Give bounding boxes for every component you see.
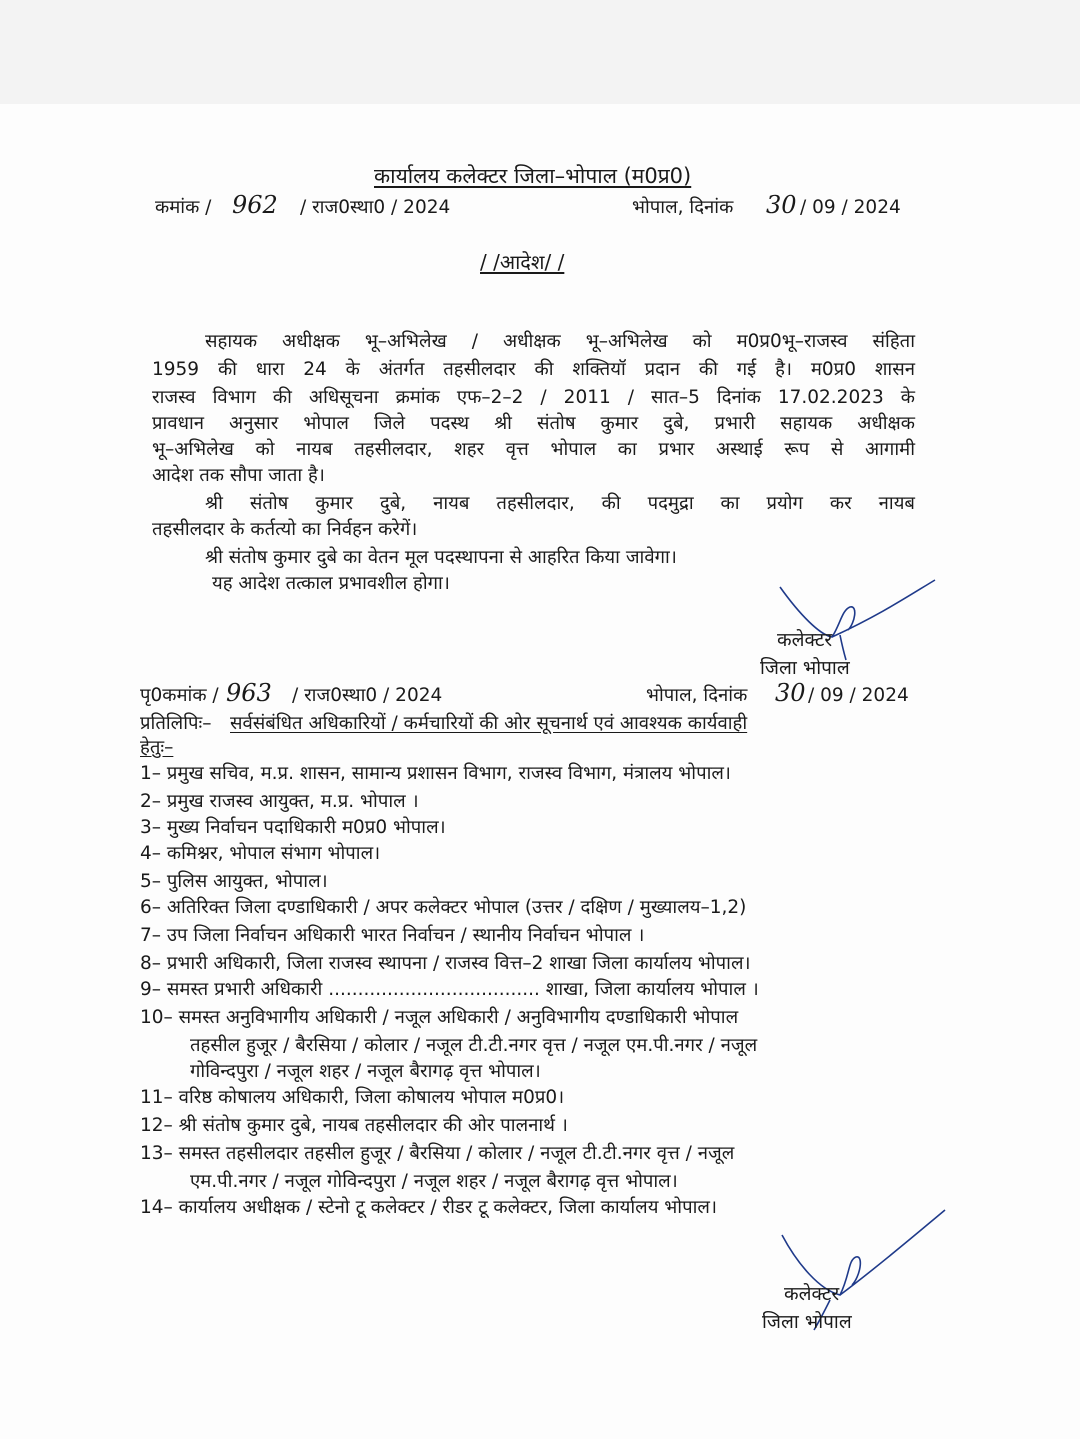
endorsement-date-rest: / 09 / 2024	[808, 685, 909, 706]
endorsement-date-prefix: भोपाल, दिनांक	[646, 685, 748, 706]
endorsement-ref-suffix: / राज0स्था0 / 2024	[292, 685, 443, 706]
endorsement-ref-number: 963	[226, 679, 272, 707]
office-heading: कार्यालय कलेक्टर जिला–भोपाल (म0प्र0)	[374, 164, 692, 188]
order-date-prefix: भोपाल, दिनांक	[632, 197, 734, 218]
recipient-13: 13– समस्त तहसीलदार तहसील हुजूर / बैरसिया / कोलार / नजूल टी.टी.नगर वृत्त / नजूल	[140, 1143, 735, 1164]
recipient-4: 4– कमिश्नर, भोपाल संभाग भोपाल।	[140, 843, 381, 864]
order-ref-prefix: कमांक /	[155, 197, 212, 218]
copy-label: प्रतिलिपिः–	[140, 713, 212, 734]
order-date-day: 30	[766, 191, 797, 219]
recipient-6: 6– अतिरिक्त जिला दण्डाधिकारी / अपर कलेक्टर भोपाल (उत्तर / दक्षिण / मुख्यालय–1,2)	[140, 897, 747, 918]
order-line-3: राजस्व विभाग की अधिसूचना क्रमांक एफ–2–2 / 2011 / सात–5 दिनांक 17.02.2023 के	[152, 387, 915, 408]
signature-1-title: कलेक्टर	[777, 629, 833, 651]
copy-to-cont: हेतुः–	[140, 737, 174, 758]
recipient-8: 8– प्रभारी अधिकारी, जिला राजस्व स्थापना / राजस्व वित्त–2 शाखा जिला कार्यालय भोपाल।	[140, 953, 751, 974]
order-line-9: श्री संतोष कुमार दुबे का वेतन मूल पदस्थापना से आहरित किया जावेगा।	[205, 547, 677, 568]
recipient-2: 2– प्रमुख राजस्व आयुक्त, म.प्र. भोपाल ।	[140, 791, 419, 812]
recipient-10-cont-2: गोविन्दपुरा / नजूल शहर / नजूल बैरागढ़ वृत्त भोपाल।	[190, 1061, 541, 1082]
order-line-2: 1959 की धारा 24 के अंतर्गत तहसीलदार की शक्तियॉ प्रदान की गई है। म0प्र0 शासन	[152, 359, 915, 380]
signature-2-office: जिला भोपाल	[762, 1311, 852, 1333]
recipient-1: 1– प्रमुख सचिव, म.प्र. शासन, सामान्य प्रशासन विभाग, राजस्व विभाग, मंत्रालय भोपाल।	[140, 763, 731, 784]
recipient-5: 5– पुलिस आयुक्त, भोपाल।	[140, 871, 328, 892]
order-line-5: भू–अभिलेख को नायब तहसीलदार, शहर वृत्त भोपाल का प्रभार अस्थाई रूप से आगामी	[152, 439, 915, 460]
recipient-10: 10– समस्त अनुविभागीय अधिकारी / नजूल अधिकारी / अनुविभागीय दण्डाधिकारी भोपाल	[140, 1007, 739, 1028]
recipient-12: 12– श्री संतोष कुमार दुबे, नायब तहसीलदार की ओर पालनार्थ ।	[140, 1115, 568, 1136]
recipient-13-cont: एम.पी.नगर / नजूल गोविन्दपुरा / नजूल शहर / नजूल बैरागढ़ वृत्त भोपाल।	[190, 1171, 678, 1192]
top-bar	[0, 0, 1080, 104]
recipient-3: 3– मुख्य निर्वाचन पदाधिकारी म0प्र0 भोपाल।	[140, 817, 446, 838]
order-line-10: यह आदेश तत्काल प्रभावशील होगा।	[212, 573, 450, 594]
order-line-6: आदेश तक सौपा जाता है।	[152, 465, 325, 486]
recipient-9: 9– समस्त प्रभारी अधिकारी .................................... शाखा, जिला कार्यालय भोपाल ।	[140, 979, 759, 1000]
signature-1-office: जिला भोपाल	[760, 657, 850, 679]
order-line-4: प्रावधान अनुसार भोपाल जिले पदस्थ श्री संतोष कुमार दुबे, प्रभारी सहायक अधीक्षक	[152, 413, 915, 434]
order-title: / /आदेश/ /	[480, 250, 565, 274]
recipient-11: 11– वरिष्ठ कोषालय अधिकारी, जिला कोषालय भोपाल म0प्र0।	[140, 1087, 565, 1108]
recipient-7: 7– उप जिला निर्वाचन अधिकारी भारत निर्वाचन / स्थानीय निर्वाचन भोपाल ।	[140, 925, 645, 946]
endorsement-date-day: 30	[775, 679, 806, 707]
endorsement-ref-prefix: पृ0कमांक /	[140, 685, 219, 706]
recipient-14: 14– कार्यालय अधीक्षक / स्टेनो टू कलेक्टर / रीडर टू कलेक्टर, जिला कार्यालय भोपाल।	[140, 1197, 717, 1218]
order-line-8: तहसीलदार के कर्तत्यो का निर्वहन करेगें।	[152, 519, 418, 540]
order-line-7: श्री संतोष कुमार दुबे, नायब तहसीलदार, की पदमुद्रा का प्रयोग कर नायब	[205, 493, 915, 514]
copy-to: सर्वसंबंधित अधिकारियों / कर्मचारियों की ओर सूचनार्थ एवं आवश्यक कार्यवाही	[230, 713, 748, 734]
order-ref-number: 962	[232, 191, 278, 219]
order-line-1: सहायक अधीक्षक भू–अभिलेख / अधीक्षक भू–अभिलेख को म0प्र0भू–राजस्व संहिता	[205, 331, 915, 352]
order-ref-suffix: / राज0स्था0 / 2024	[300, 197, 451, 218]
recipient-10-cont-1: तहसील हुजूर / बैरसिया / कोलार / नजूल टी.टी.नगर वृत्त / नजूल एम.पी.नगर / नजूल	[190, 1035, 758, 1056]
signature-2-title: कलेक्टर	[784, 1283, 840, 1305]
order-date-rest: / 09 / 2024	[800, 197, 901, 218]
